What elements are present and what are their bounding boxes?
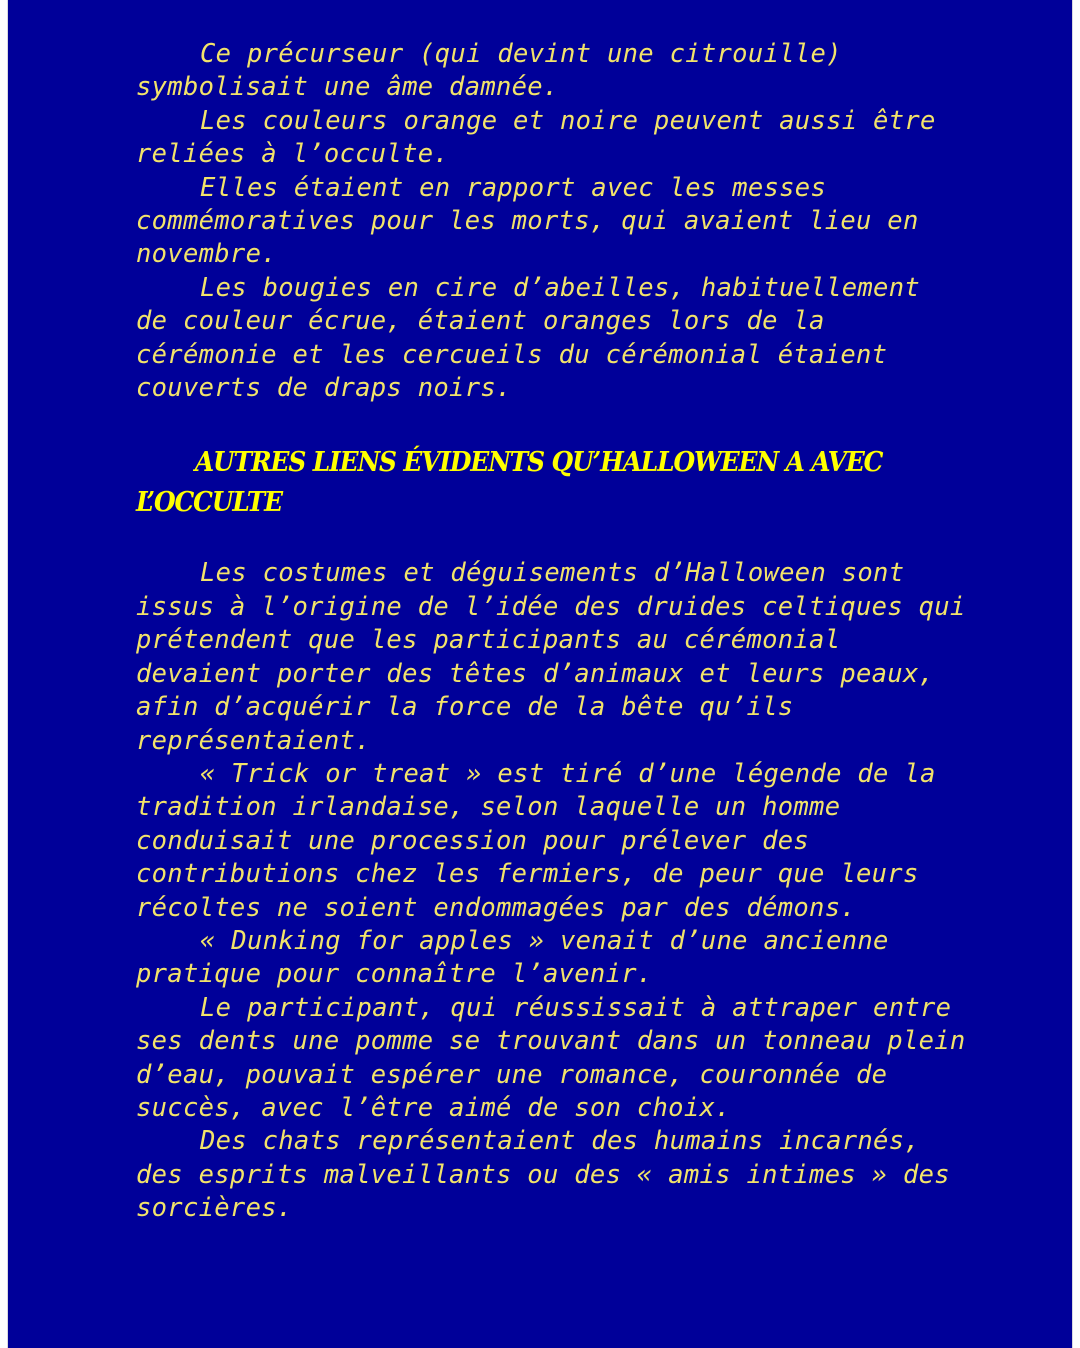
paragraph: Ce précurseur (qui devint une citrouille) symbolisait une âme damnée. — [136, 39, 842, 103]
section-heading: AUTRES LIENS ÉVIDENTS QU’HALLOWEEN A AVEC L’OCCULTE — [136, 447, 883, 519]
paragraph: « Trick or treat » est tiré d’une légende de la tradition irlandaise, selon laquelle un homme conduisait une procession pour prélever des contributions chez les fermiers, de peur que leurs récoltes ne soient endommagées par des démons. — [136, 758, 936, 923]
paragraph: Les bougies en cire d’abeilles, habituellement de couleur écrue, étaient oranges lors de la cérémonie et les cercueils du cérémonial étaient couverts de draps noirs. — [136, 272, 921, 404]
paragraph: Le participant, qui réussissait à attraper entre ses dents une pomme se trouvant dans un tonneau plein d’eau, pouvait espérer une romance, couronnée de succès, avec l’être aimé de son choix. — [136, 992, 966, 1123]
paragraph: « Dunking for apples » venait d’une ancienne pratique pour connaître l’avenir. — [136, 925, 889, 990]
paragraph: Elles étaient en rapport avec les messes commémoratives pour les morts, qui avaient lieu en novembre. — [136, 172, 919, 270]
document-page — [8, 0, 1072, 1348]
document-body — [136, 38, 966, 1226]
paragraph: Les couleurs orange et noire peuvent aussi être reliées à l’occulte. — [136, 105, 936, 170]
paragraph: Des chats représentaient des humains incarnés, des esprits malveillants ou des « amis intimes » des sorcières. — [136, 1126, 950, 1224]
paragraph: Les costumes et déguisements d’Halloween sont issus à l’origine de l’idée des druides celtiques qui prétendent que les participants au cérémonial devaient porter des têtes d’animaux et leurs peaux, afin d’acquérir la force de la bête qu’ils représentaient. — [136, 558, 966, 756]
